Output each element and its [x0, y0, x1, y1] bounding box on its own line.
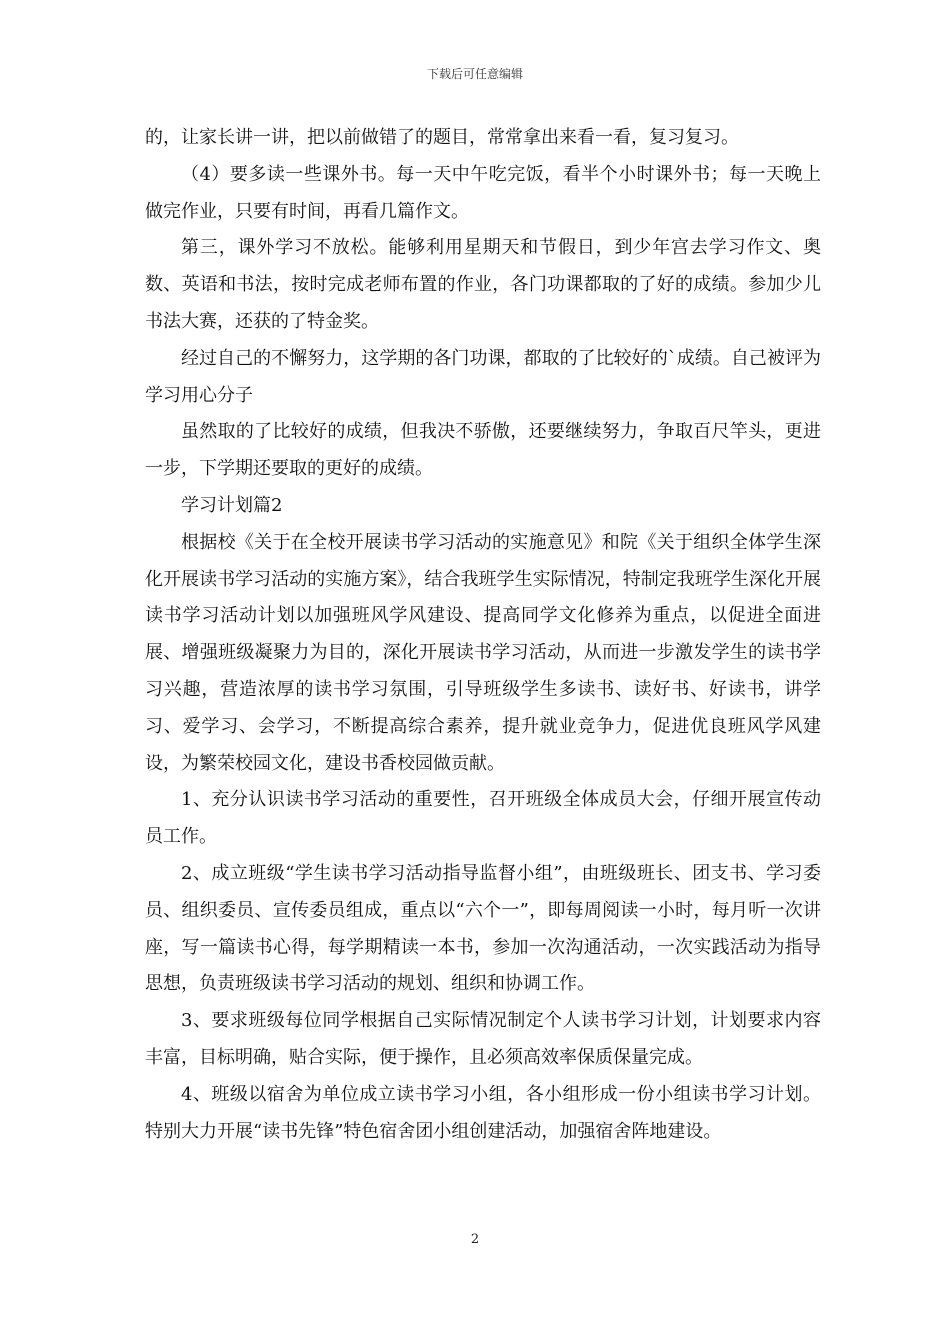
section-heading: 学习计划篇2 [181, 494, 283, 516]
paragraph-conclusion: 虽然取的了比较好的成绩，但我决不骄傲，还要继续努力，争取百尺竿头，更进一步，下学期还要取的更好的成绩。 [145, 421, 821, 480]
list-item-3: 3、要求班级每位同学根据自己实际情况制定个人读书学习计划，计划要求内容丰富，目标明确，贴合实际，便于操作，且必须高效率保质保量完成。 [145, 1010, 821, 1068]
paragraph-continuation: 的，让家长讲一讲，把以前做错了的题目，常常拿出来看一看，复习复习。 [145, 127, 739, 148]
list-item-2: 2、成立班级“学生读书学习活动指导监督小组”，由班级班长、团支书、学习委员、组织委员、宣传委员组成，重点以“六个一”，即每周阅读一小时，每月听一次讲座，写一篇读书心得，每学期精读一本书，参加一次沟通活动，一次实践活动为指导思想，负责班级读书学习活动的规划、组织和协调工作。 [145, 862, 821, 995]
page-number: 2 [470, 1232, 480, 1247]
paragraph-third: 第三，课外学习不放松。能够利用星期天和节假日，到少年宫去学习作文、奥数、英语和书法，按时完成老师布置的作业，各门功课都取的了好的成绩。参加少儿书法大赛，还获的了特金奖。 [145, 237, 821, 332]
page-header: 下载后可任意编辑 [426, 67, 523, 81]
list-item-4: 4、班级以宿舍为单位成立读书学习小组，各小组形成一份小组读书学习计划。特别大力开展“读书先锋”特色宿舍团小组创建活动，加强宿舍阵地建设。 [145, 1083, 821, 1142]
paragraph-item-4: （4）要多读一些课外书。每一天中午吃完饭，看半个小时课外书；每一天晚上做完作业，只要有时间，再看几篇作文。 [145, 163, 821, 222]
list-item-1: 1、充分认识读书学习活动的重要性，召开班级全体成员大会，仔细开展宣传动员工作。 [145, 789, 821, 848]
paragraph-result: 经过自己的不懈努力，这学期的各门功课，都取的了比较好的`成绩。自己被评为学习用心分子 [145, 347, 821, 406]
document-body [145, 120, 821, 1150]
paragraph-intro: 根据校《关于在全校开展读书学习活动的实施意见》和院《关于组织全体学生深化开展读书学习活动的实施方案》，结合我班学生实际情况，特制定我班学生深化开展读书学习活动计划以加强班风学风建设、提高同学文化修养为重点，以促进全面进展、增强班级凝聚力为目的，深化开展读书学习活动，从而进一步激发学生的读书学习兴趣，营造浓厚的读书学习氛围，引导班级学生多读书、读好书、好读书，讲学习、爱学习、会学习，不断提高综合素养，提升就业竞争力，促进优良班风学风建设，为繁荣校园文化，建设书香校园做贡献。 [145, 531, 821, 774]
